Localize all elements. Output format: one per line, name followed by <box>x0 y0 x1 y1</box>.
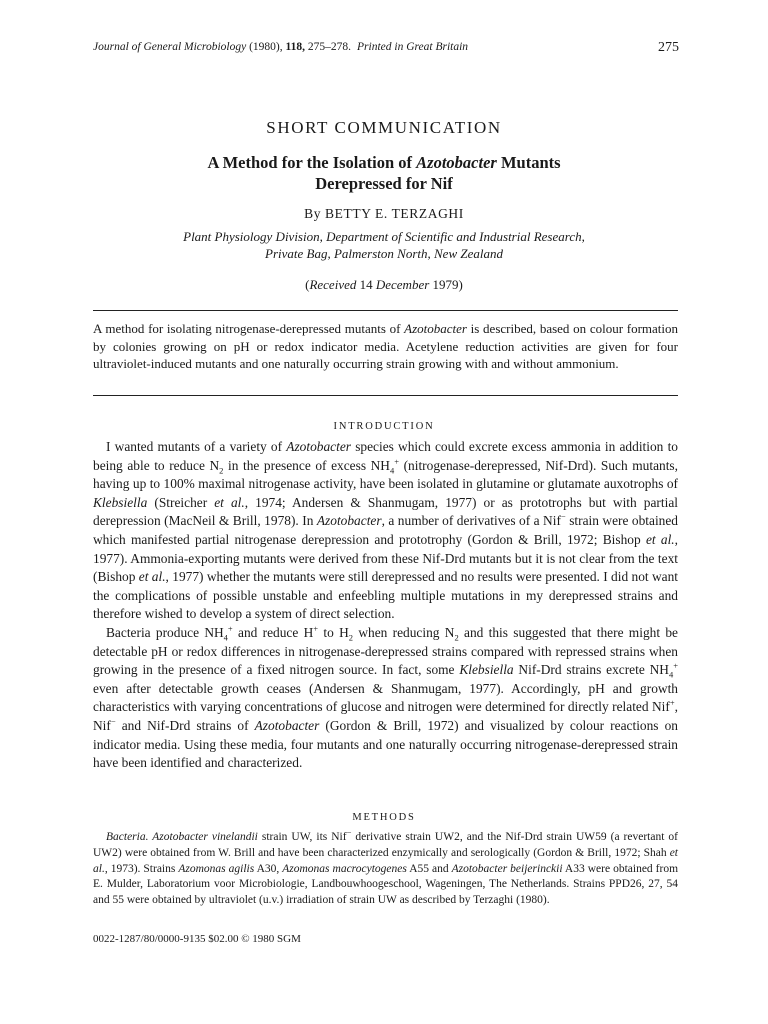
received-label: Received <box>309 277 357 292</box>
introduction-body <box>93 438 678 773</box>
genus-name: Azotobacter <box>254 717 320 733</box>
title-line-2: Derepressed for Nif <box>315 174 453 193</box>
species-name: Azotobacter beijerinckii <box>451 862 563 875</box>
species-name: Azomonas macrocytogenes <box>282 862 407 875</box>
text-run: even after detectable growth ceases (Andersen & Shanmugam, 1977). Accordingly, pH and growth characteristics with varying concentrations of glucose and nitrogen were determined for directly related Nif <box>93 680 678 715</box>
superscript: + <box>227 623 233 634</box>
et-al: et al. <box>214 494 245 510</box>
text-run: Nif-Drd strains excrete NH <box>513 662 669 678</box>
superscript: − <box>110 716 116 727</box>
text-run: I wanted mutants of a variety of <box>106 439 287 454</box>
subscript: 2 <box>348 632 354 643</box>
text-run: and this suggested that there might be detectable pH or redox differences in nitrogenase-derepressed strains compared with repressed strains when growing in the presence of a fixed nitrogen source. In fact, some <box>93 624 678 678</box>
superscript: − <box>560 511 566 522</box>
text-run: , 1977) whether the mutants were still derepressed and no results were presented. I did not want the complications of possible unstable and enfeebling multiple mutations in my derepressed strains and therefore wished to develop a system of direct selection. <box>93 569 678 622</box>
journal-name: Journal of General Microbiology <box>93 41 247 53</box>
superscript: + <box>673 660 678 671</box>
methods-paragraph-1 <box>93 827 679 909</box>
affiliation-line-2: Private Bag, Palmerston North, New Zealand <box>265 246 503 261</box>
text-run: A33 were obtained from E. Mulder, Laboratorium voor Microbiologie, Landbouwhoogeschool, Wageningen, The Netherlands. Strains PPD26, 27, 54 and 55 were obtained by ultraviolet (u.v.) irradiation of strain UW as described by Terzaghi (1980). <box>93 862 679 907</box>
subscript: 2 <box>219 465 224 476</box>
subsection-label: Bacteria. Azotobacter vinelandii <box>106 831 258 843</box>
journal-year: (1980), <box>249 41 283 53</box>
received-month: December <box>375 277 430 292</box>
text-run: , 1974; Andersen & Shanmugam, 1977) or as prototrophs but with partial derepression (MacNeil & Brill, 1978). In <box>93 494 678 529</box>
text-run: to H <box>318 624 349 640</box>
text-run: (Streicher <box>147 494 215 510</box>
superscript: + <box>669 697 675 708</box>
intro-paragraph-2 <box>93 624 678 773</box>
received-year: 1979) <box>429 277 463 292</box>
superscript: + <box>313 623 319 634</box>
genus-name: Klebsiella <box>93 494 148 510</box>
printed-note: Printed in Great Britain <box>357 41 469 53</box>
abstract <box>93 320 678 373</box>
affiliation-line-1: Plant Physiology Division, Department of Scientific and Industrial Research, <box>183 229 585 244</box>
abstract-top-rule <box>93 310 678 311</box>
copyright-footer: 0022-1287/80/0000-9135 $02.00 © 1980 SGM <box>93 933 301 945</box>
et-al: et al. <box>138 569 166 585</box>
journal-pages: 275–278. <box>307 41 351 53</box>
received-date <box>0 277 768 293</box>
subscript: 2 <box>454 632 459 643</box>
abstract-text: A method for isolating nitrogenase-derepressed mutants of <box>93 321 405 336</box>
text-run: , a number of derivatives of a Nif <box>381 513 561 529</box>
genus-name: Azotobacter <box>316 513 382 529</box>
journal-citation <box>93 41 468 53</box>
affiliation <box>0 228 768 262</box>
text-run: species which could excrete excess ammonia in addition to being able to reduce N <box>93 439 678 473</box>
abstract-text: is described, based on colour formation by colonies growing on pH or redox indicator media. Acetylene reduction activities are given for four ultraviolet-induced mutants and one naturally occurring strain growing with and without ammonium. <box>93 321 678 371</box>
genus-name: Azotobacter <box>286 439 351 454</box>
subscript: 4 <box>668 669 674 680</box>
text-run: derivative strain UW2, and the Nif-Drd strain UW59 (a revertant of UW2) were obtained from W. Brill and have been characterized enzymically and serologically (Gordon & Brill, 1972; Shah <box>93 831 678 859</box>
text-run: (nitrogenase-derepressed, Nif-Drd). Such mutants, having up to 100% maximal nitrogenase activity, have been isolated in glutamine or glutamate auxotrophs of <box>93 457 678 492</box>
text-run: A55 and <box>406 862 452 875</box>
text-run: strain UW, its Nif <box>257 831 347 843</box>
subscript: 4 <box>389 465 395 476</box>
title-text: A Method for the Isolation of <box>207 153 417 172</box>
received-day: 14 <box>356 277 376 292</box>
text-run: Bacteria produce NH <box>106 624 224 640</box>
text-run: and reduce H <box>232 624 314 640</box>
text-run: , 1977). Ammonia-exporting mutants were derived from these Nif-Drd mutants but it is not clear from the text (Bishop <box>93 531 679 585</box>
page-number: 275 <box>658 40 679 55</box>
text-run: and Nif-Drd strains of <box>115 717 255 733</box>
text-run: in the presence of excess NH <box>223 457 390 473</box>
species-name: Azomonas agilis <box>178 862 255 875</box>
subscript: 4 <box>223 632 228 643</box>
author-byline: By BETTY E. TERZAGHI <box>304 206 464 221</box>
text-run: , 1973). Strains <box>104 862 179 875</box>
received-paren: ( <box>305 277 310 292</box>
text-run: strain were obtained which manifested partial nitrogenase derepression and prototrophy (Gordon & Brill, 1972; Bishop <box>93 513 679 547</box>
article-title <box>0 152 768 194</box>
title-genus: Azotobacter <box>416 153 497 172</box>
abstract-bottom-rule <box>93 395 678 396</box>
methods-body <box>93 827 679 909</box>
superscript: − <box>346 827 352 838</box>
methods-heading: METHODS <box>352 812 416 823</box>
article-type: SHORT COMMUNICATION <box>266 118 502 137</box>
journal-volume: 118, <box>285 41 305 53</box>
et-al: et al. <box>645 531 675 547</box>
running-header <box>93 41 679 59</box>
et-al: et al. <box>93 846 678 875</box>
genus-name: Klebsiella <box>459 662 514 678</box>
superscript: + <box>394 456 399 467</box>
text-run: , Nif <box>93 699 678 733</box>
intro-paragraph-1 <box>93 438 678 624</box>
title-text: Mutants <box>496 153 561 172</box>
abstract-genus: Azotobacter <box>404 321 467 336</box>
text-run: when reducing N <box>353 624 455 640</box>
introduction-heading: INTRODUCTION <box>333 421 435 432</box>
text-run: (Gordon & Brill, 1972) and visualized by colour reactions on indicator media. Using these media, four mutants and one naturally occurring nitrogenase-derepressed strain have been identified and characterized. <box>93 717 678 771</box>
text-run: A30, <box>254 862 283 875</box>
